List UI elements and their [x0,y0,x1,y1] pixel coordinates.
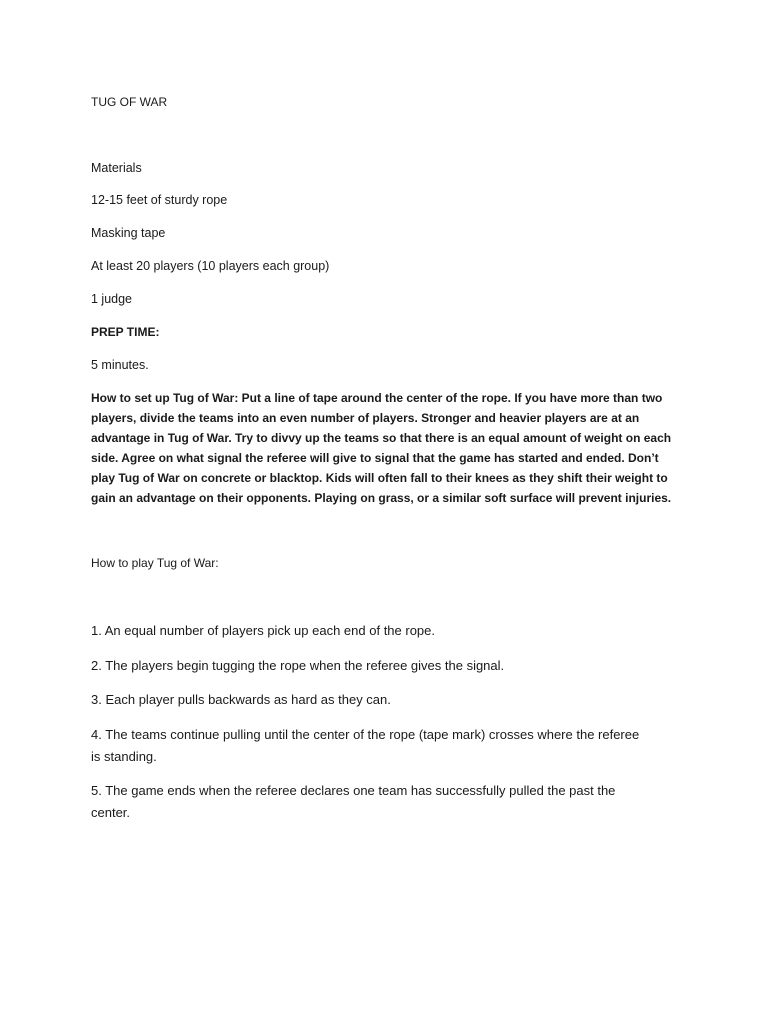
material-item: At least 20 players (10 players each group) [91,259,330,273]
document-title: TUG OF WAR [91,95,168,109]
play-step: 2. The players begin tugging the rope when the referee gives the signal. [91,658,505,673]
materials-heading: Materials [91,161,142,175]
play-step: 4. The teams continue pulling until the center of the rope (tape mark) crosses where the referee is standing. [91,727,640,764]
material-item: Masking tape [91,226,166,240]
play-step: 5. The game ends when the referee declares one team has successfully pulled the past the center. [91,783,616,820]
setup-paragraph: How to set up Tug of War: Put a line of tape around the center of the rope. If you have more than two players, divide the teams into an even number of players. Stronger and heavier players are at an advantage in Tug of War. Try to divvy up the teams so that there is an equal amount of weight on each side. Agree on what signal the referee will give to signal that the game has started and ended. Don’t play Tug of War on concrete or blacktop. Kids will often fall to their knees as they shift their weight to gain an advantage on their opponents. Playing on grass, or a similar soft surface will prevent injuries. [91,391,672,505]
prep-time-label: PREP TIME: [91,325,160,339]
play-step: 3. Each player pulls backwards as hard as they can. [91,692,391,707]
material-item: 12-15 feet of sturdy rope [91,193,228,207]
prep-time-value: 5 minutes. [91,358,149,372]
material-item: 1 judge [91,292,133,306]
play-step: 1. An equal number of players pick up each end of the rope. [91,623,436,638]
play-heading: How to play Tug of War: [91,556,219,570]
